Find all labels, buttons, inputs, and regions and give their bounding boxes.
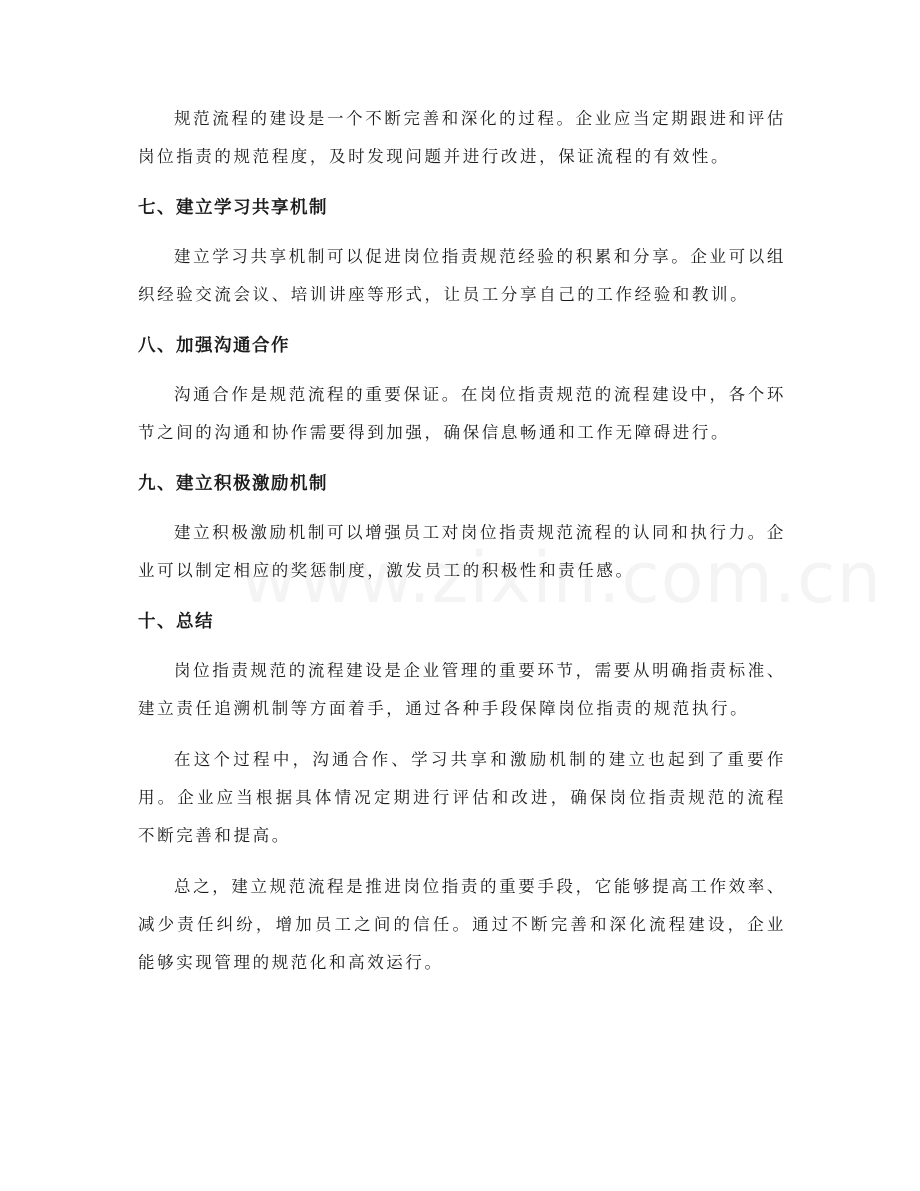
paragraph: 总之，建立规范流程是推进岗位指责的重要手段，它能够提高工作效率、减少责任纠纷，增加员工之间的信任。通过不断完善和深化流程建设，企业能够实现管理的规范化和高效运行。 <box>138 877 786 972</box>
section-heading: 七、建立学习共享机制 <box>138 198 328 218</box>
paragraph: 建立学习共享机制可以促进岗位指责规范经验的积累和分享。企业可以组织经验交流会议、培训讲座等形式，让员工分享自己的工作经验和教训。 <box>138 247 786 304</box>
paragraph: 岗位指责规范的流程建设是企业管理的重要环节，需要从明确指责标准、建立责任追溯机制等方面着手，通过各种手段保障岗位指责的规范执行。 <box>138 661 786 718</box>
document-body <box>138 100 786 982</box>
paragraph: 规范流程的建设是一个不断完善和深化的过程。企业应当定期跟进和评估岗位指责的规范程度，及时发现问题并进行改进，保证流程的有效性。 <box>138 109 786 166</box>
paragraph: 建立积极激励机制可以增强员工对岗位指责规范流程的认同和执行力。企业可以制定相应的奖惩制度，激发员工的积极性和责任感。 <box>138 523 786 580</box>
paragraph: 在这个过程中，沟通合作、学习共享和激励机制的建立也起到了重要作用。企业应当根据具体情况定期进行评估和改进，确保岗位指责规范的流程不断完善和提高。 <box>138 750 786 845</box>
section-heading: 八、加强沟通合作 <box>138 336 290 356</box>
section-heading: 十、总结 <box>138 612 214 632</box>
paragraph: 沟通合作是规范流程的重要保证。在岗位指责规范的流程建设中，各个环节之间的沟通和协作需要得到加强，确保信息畅通和工作无障碍进行。 <box>138 385 786 442</box>
section-heading: 九、建立积极激励机制 <box>138 474 328 494</box>
